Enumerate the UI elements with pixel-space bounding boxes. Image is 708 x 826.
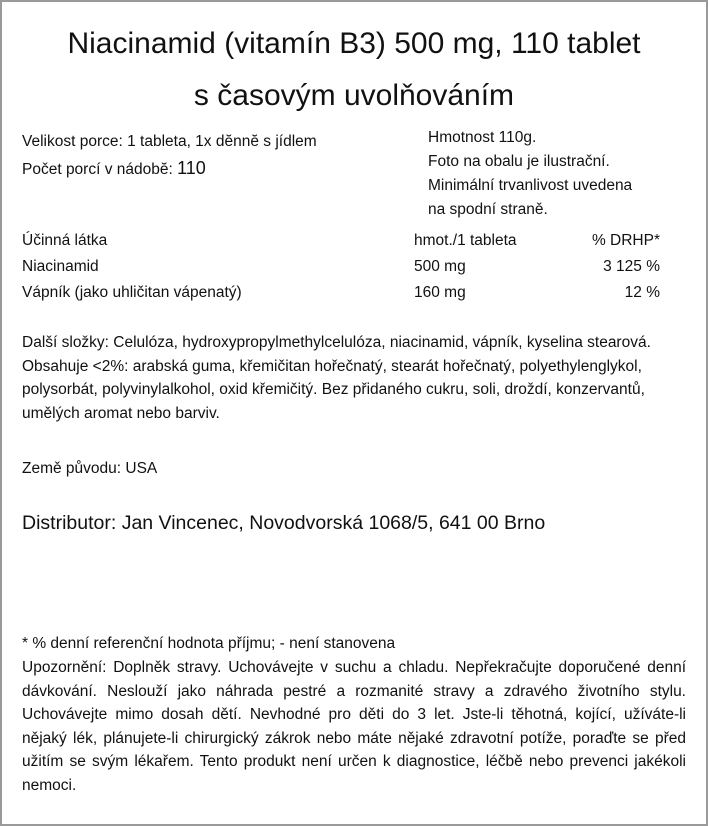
product-title: Niacinamid (vitamín B3) 500 mg, 110 tablet <box>67 27 641 60</box>
table-row-amount: 500 mg <box>414 258 466 275</box>
table-header-drhp: % DRHP* <box>591 232 660 249</box>
servings-value: 110 <box>177 158 206 178</box>
servings-label: Počet porcí v nádobĕ: <box>22 161 173 178</box>
table-row-drhp: 3 125 % <box>603 258 660 275</box>
table-row-name: Vápník (jako uhličitan vápenatý) <box>22 284 242 301</box>
product-subtitle: s časovým uvolňováním <box>193 79 515 112</box>
footnote: * % denní referenční hodnota příjmu; - není stanovena <box>22 635 396 652</box>
info-line: na spodní straně. <box>428 201 548 218</box>
info-line: Minimální trvanlivost uvedena <box>428 177 633 194</box>
table-row-amount: 160 mg <box>414 284 466 301</box>
info-line: Foto na obalu je ilustrační. <box>428 153 610 170</box>
info-line: Hmotnost 110g. <box>428 129 537 146</box>
table-header-amount: hmot./1 tableta <box>414 232 517 249</box>
ingredients-text: Další složky: Celulóza, hydroxypropylmethylcelulóza, niacinamid, vápník, kyselina stearová. Obsahuje <2%: arabská guma, křemičitan hořečnatý, stearát hořečnatý, polyethylenglykol, polysorbát, polyvinylalkohol, oxid křemičitý. Bez přidaného cukru, soli, droždí, konzervantů, umělých aromat nebo barviv. <box>22 334 651 422</box>
country-of-origin: Země původu: USA <box>22 460 158 477</box>
warning-text: Upozornění: Doplněk stravy. Uchovávejte v suchu a chladu. Nepřekračujte doporučené denní dávkování. Neslouží jako náhrada pestré a rozmanité stravy a zdravého životního stylu. Uchovávejte mimo dosah dětí. Nevhodné pro děti do 3 let. Jste-li těhotná, kojící, užíváte-li nějaký lék, plánujete-li chirurgický zákrok nebo máte nějaké zdravotní potíže, poraďte se před užitím se svým lékařem. Tento produkt není určen k diagnostice, léčbě nebo prevenci jakékoli nemoci. <box>22 659 686 794</box>
table-row-name: Niacinamid <box>22 258 99 275</box>
distributor: Distributor: Jan Vincenec, Novodvorská 1068/5, 641 00 Brno <box>22 512 546 534</box>
table-header-substance: Účinná látka <box>22 232 108 249</box>
serving-size: Velikost porce: 1 tableta, 1x dĕnnĕ s jídlem <box>22 133 317 150</box>
table-row-drhp: 12 % <box>624 284 660 301</box>
servings-per-container <box>22 157 206 181</box>
